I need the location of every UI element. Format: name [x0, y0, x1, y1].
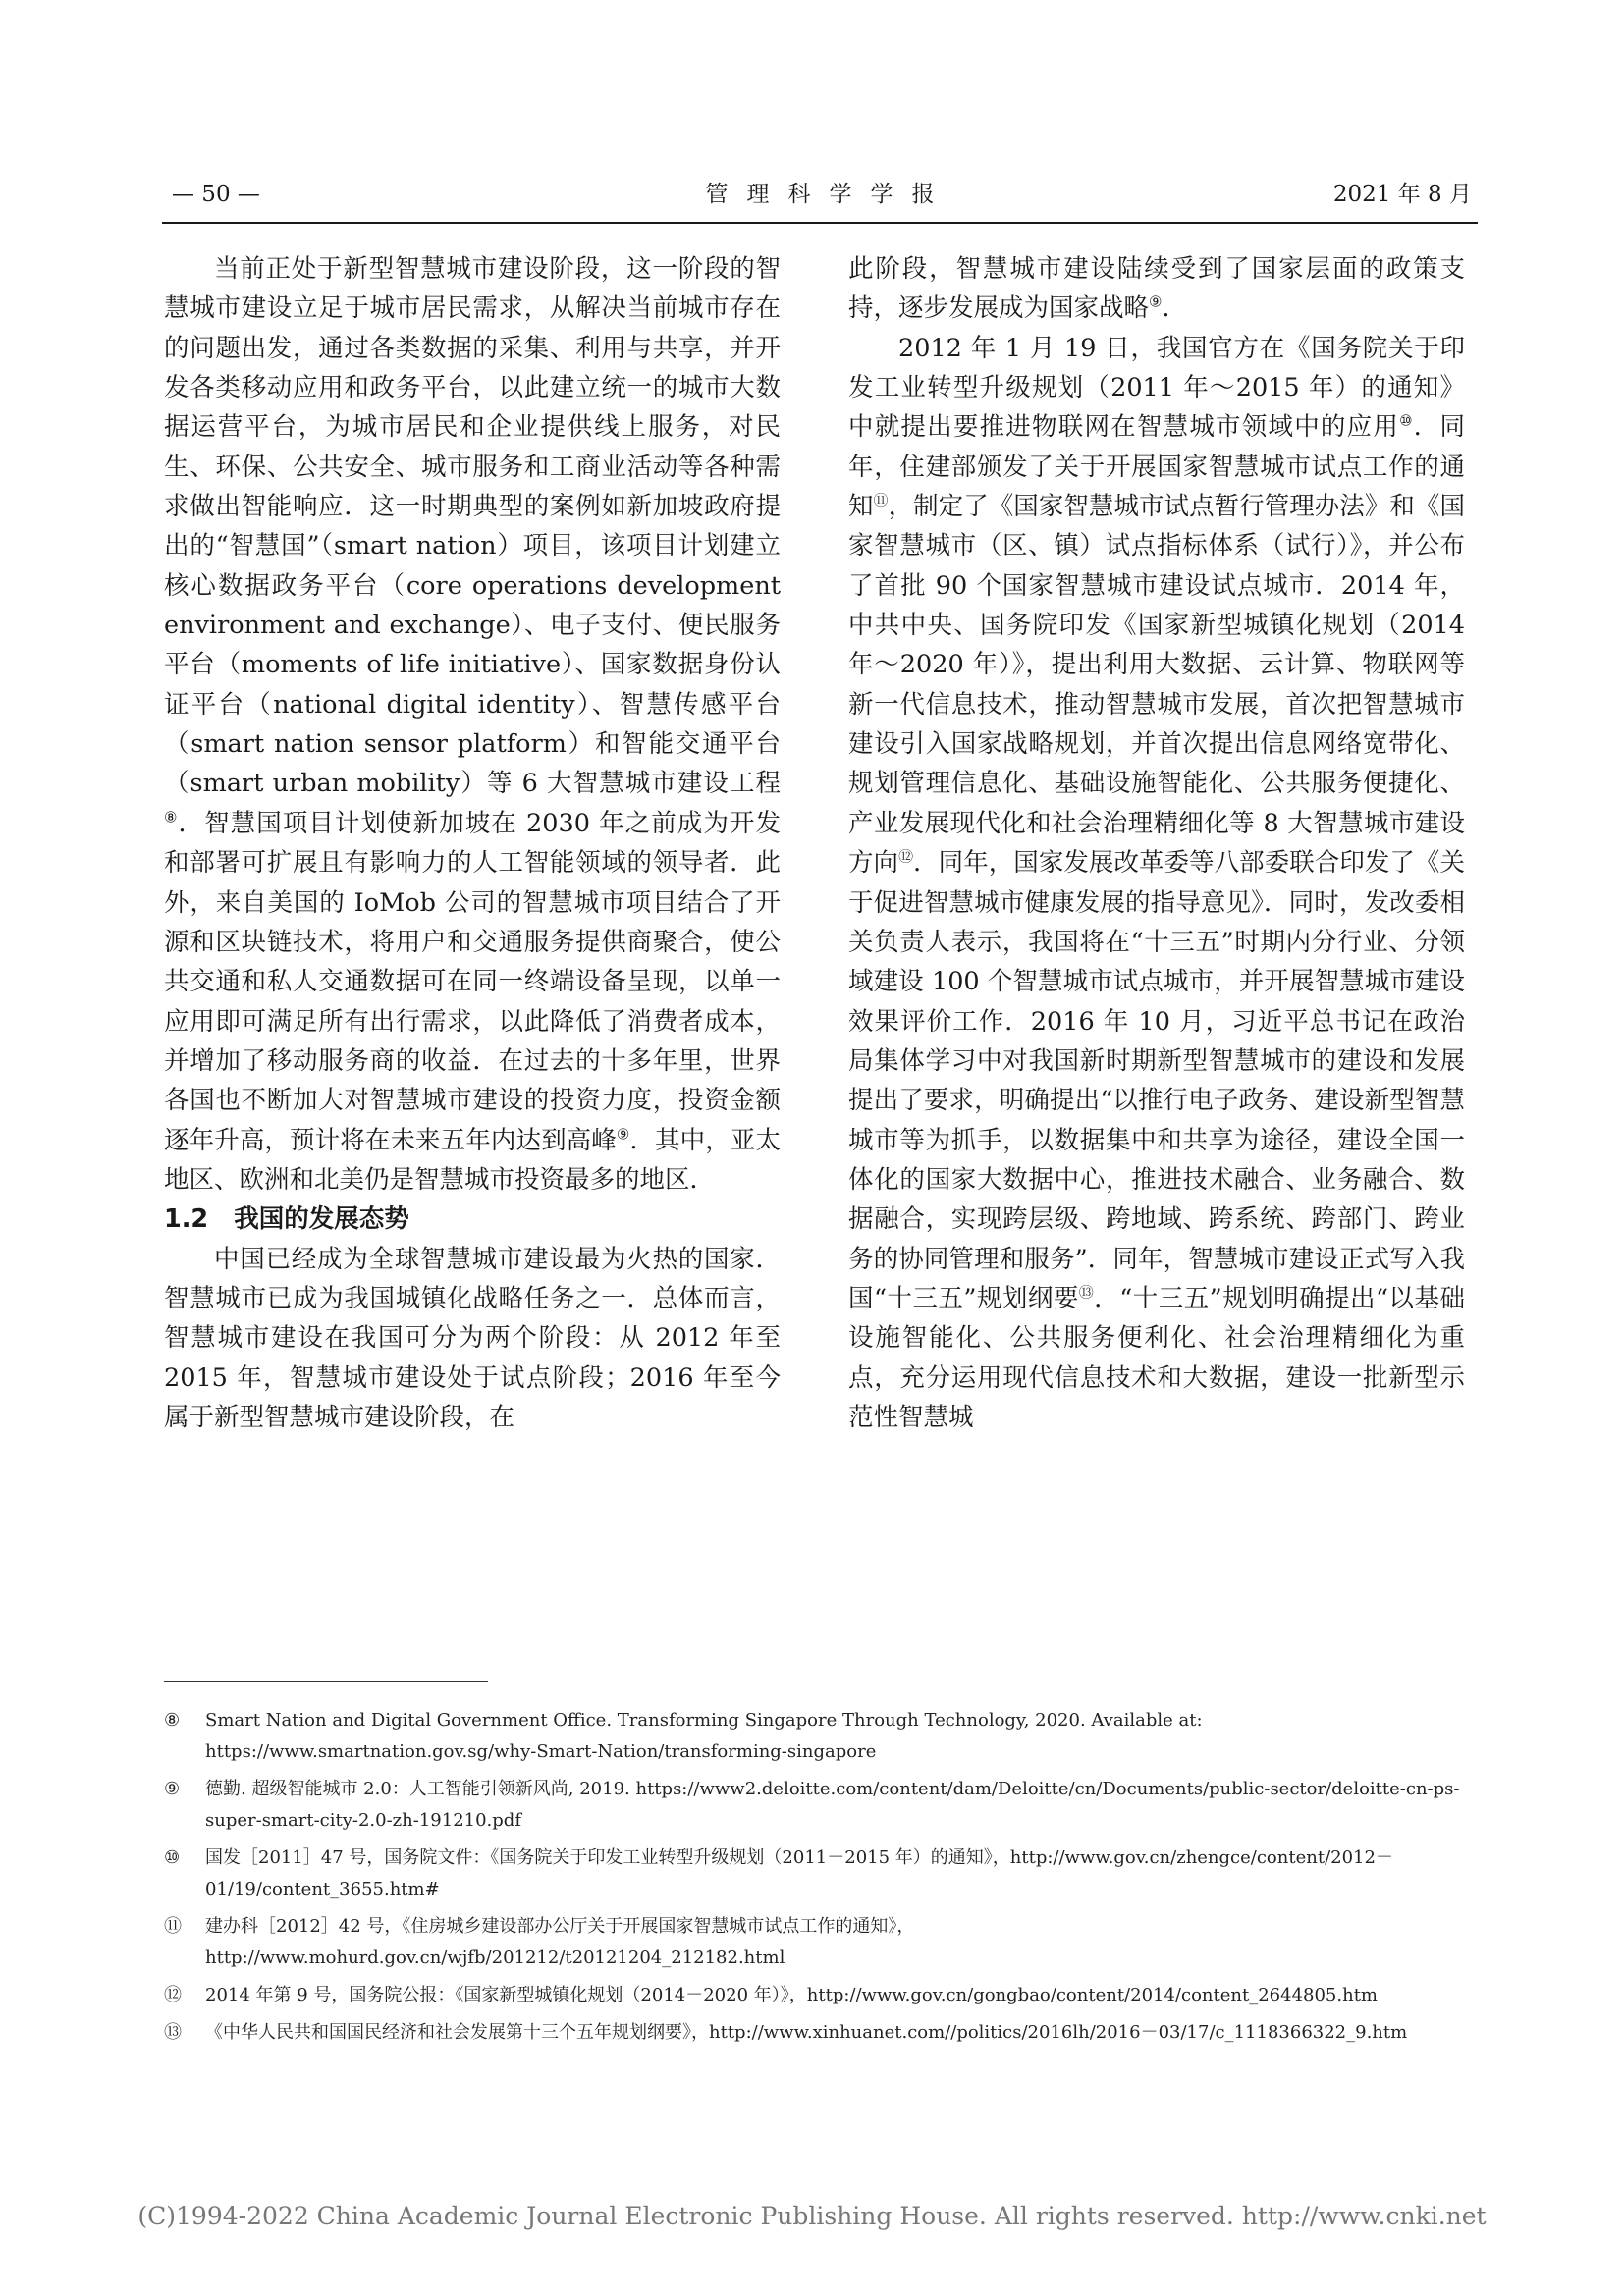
paragraph-text: 当前正处于新型智慧城市建设阶段，这一阶段的智慧城市建设立足于城市居民需求，从解决当前城市存在的问题出发，通过各类数据的采集、利用与共享，并开发各类移动应用和政务平台，以此建立统一的城市大数据运营平台，为城市居民和企业提供线上服务，对民生、环保、公共安全、城市服务和工商业活动等各种需求做出智能响应．这一时期典型的案例如新加坡政府提出的“智慧国”（smart nation）项目，该项目计划建立核心数据政务平台（core operations development environment and exchange）、电子支付、便民服务平台（moments of life initiative）、国家数据身份认证平台（national digital identity）、智慧传感平台（smart nation sensor platform）和智能交通平台（smart urban mobility）等 6 大智慧城市建设工程	[164, 254, 781, 799]
section-heading	[164, 1200, 781, 1239]
right-column	[848, 249, 1465, 1437]
paragraph-text: ．同年，住建部颁发了关于开展国家智慧城市试点工作的通知	[848, 412, 1465, 522]
footnote-text: Smart Nation and Digital Government Office. Transforming Singapore Through Technology, 2020. Available at: https://www.smartnation.gov.sg/why-Smart-Nation/transforming-singapore	[205, 1710, 1203, 1762]
footnote	[164, 1705, 1480, 1768]
section-number: 1.2	[164, 1204, 209, 1235]
footnote-rule	[164, 1681, 488, 1682]
footnote-text: 《中华人民共和国国民经济和社会发展第十三个五年规划纲要》，http://www.xinhuanet.com//politics/2016lh/2016－03/17/c_1118366322_9.htm	[205, 2022, 1408, 2043]
journal-title: 管理科学学报	[705, 182, 953, 207]
footnote-mark: ⑪	[164, 1916, 182, 1937]
footnote	[164, 1980, 1480, 2011]
paragraph-text: ．智慧国项目计划使新加坡在 2030 年之前成为开发和部署可扩展且有影响力的人工智能领域的领导者．此外，来自美国的 IoMob 公司的智慧城市项目结合了开源和区块链技术，将用户和交通服务提供商聚合，使公共交通和私人交通数据可在同一终端设备呈现，以单一应用即可满足所有出行需求，以此降低了消费者成本，并增加了移动服务商的收益．在过去的十多年里，世界各国也不断加大对智慧城市建设的投资力度，投资金额逐年升高，预计将在未来五年内达到高峰	[164, 808, 781, 1155]
footnote-ref[interactable]: ⑧	[164, 808, 179, 827]
copyright-notice: (C)1994-2022 China Academic Journal Electronic Publishing House. All rights reserved. http://www.cnki.net	[137, 2202, 1487, 2230]
footnote-ref[interactable]: ⑨	[1149, 293, 1163, 311]
paragraph-text: ．同年，国家发展改革委等八部委联合印发了《关于促进智慧城市健康发展的指导意见》．同时，发改委相关负责人表示，我国将在“十三五”时期内分行业、分领域建设 100 个智慧城市试点城市，并开展智慧城市建设效果评价工作．2016 年 10 月，习近平总书记在政治局集体学习中对我国新时期新型智慧城市的建设和发展提出了要求，明确提出“以推行电子政务、建设新型智慧城市等为抓手，以数据集中和共享为途径，建设全国一体化的国家大数据中心，推进技术融合、业务融合、数据融合，实现跨层级、跨地域、跨系统、跨部门、跨业务的协同管理和服务”．同年，智慧城市建设正式写入我国“十三五”规划纲要	[848, 848, 1465, 1313]
footnotes	[164, 1705, 1480, 2055]
paragraph-text: ．	[1162, 294, 1187, 324]
footnote	[164, 1911, 1480, 1974]
footnote-text: 2014 年第 9 号，国务院公报：《国家新型城镇化规划（2014－2020 年）》，http://www.gov.cn/gongbao/content/2014/content_2644805.htm	[205, 1985, 1378, 2005]
footnote-mark: ⑬	[164, 2022, 182, 2043]
page-number: — 50 —	[172, 182, 260, 207]
footnote-ref[interactable]: ⑪	[873, 491, 889, 509]
footnote	[164, 2017, 1480, 2049]
body-paragraph	[164, 249, 781, 1200]
footnote	[164, 1774, 1480, 1837]
footnote-mark: ⑧	[164, 1710, 181, 1731]
footnote-ref[interactable]: ⑫	[898, 847, 914, 866]
footnote-mark: ⑫	[164, 1985, 182, 2005]
body-paragraph: 中国已经成为全球智慧城市建设最为火热的国家．智慧城市已成为我国城镇化战略任务之一．总体而言，智慧城市建设在我国可分为两个阶段：从 2012 年至 2015 年，智慧城市建设处于试点阶段；2016 年至今属于新型智慧城市建设阶段，在	[164, 1244, 781, 1432]
running-header	[162, 175, 1478, 214]
body-paragraph	[848, 329, 1465, 1438]
footnote-text: 德勤. 超级智能城市 2.0：人工智能引领新风尚, 2019. https://www2.deloitte.com/content/dam/Deloitte/cn/Documents/public-sector/deloitte-cn-ps-super-smart-city-2.0-zh-191210.pdf	[205, 1779, 1460, 1831]
footnote-mark: ⑨	[164, 1779, 181, 1799]
footnote	[164, 1842, 1480, 1905]
footnote-ref[interactable]: ⑨	[616, 1125, 630, 1144]
paragraph-text: 2012 年 1 月 19 日，我国官方在《国务院关于印发工业转型升级规划（2011 年～2015 年）的通知》中就提出要推进物联网在智慧城市领域中的应用	[848, 333, 1465, 443]
footnote-mark: ⑩	[164, 1847, 181, 1868]
paragraph-text: 此阶段，智慧城市建设陆续受到了国家层面的政策支持，逐步发展成为国家战略	[848, 254, 1465, 324]
footnote-text: 建办科［2012］42 号，《住房城乡建设部办公厅关于开展国家智慧城市试点工作的通知》，http://www.mohurd.gov.cn/wjfb/201212/t20121204_212182.html	[205, 1916, 915, 1968]
paragraph-text: ，制定了《国家智慧城市试点暂行管理办法》和《国家智慧城市（区、镇）试点指标体系（试行）》，并公布了首批 90 个国家智慧城市建设试点城市．2014 年，中共中央、国务院印发《国家新型城镇化规划（2014 年～2020 年）》，提出利用大数据、云计算、物联网等新一代信息技术，推动智慧城市发展，首次把智慧城市建设引入国家战略规划，并首次提出信息网络宽带化、规划管理信息化、基础设施智能化、公共服务便捷化、产业发展现代化和社会治理精细化等 8 大智慧城市建设方向	[848, 492, 1465, 879]
section-title: 我国的发展态势	[234, 1204, 409, 1235]
footnote-text: 国发［2011］47 号，国务院文件：《国务院关于印发工业转型升级规划（2011－2015 年）的通知》，http://www.gov.cn/zhengce/content/2012－01/19/content_3655.htm#	[205, 1847, 1393, 1899]
paragraph-text: ．“十三五”规划明确提出“以基础设施智能化、公共服务便利化、社会治理精细化为重点，充分运用现代信息技术和大数据，建设一批新型示范性智慧城	[848, 1283, 1465, 1432]
body-paragraph-continued	[848, 249, 1465, 329]
left-column	[164, 249, 781, 1437]
header-rule	[162, 222, 1478, 224]
footnote-ref[interactable]: ⑬	[1078, 1283, 1095, 1302]
issue-date: 2021 年 8 月	[1332, 182, 1472, 207]
footnote-ref[interactable]: ⑩	[1399, 411, 1414, 430]
paragraph-text: ．其中，亚太地区、欧洲和北美仍是智慧城市投资最多的地区．	[164, 1125, 781, 1195]
